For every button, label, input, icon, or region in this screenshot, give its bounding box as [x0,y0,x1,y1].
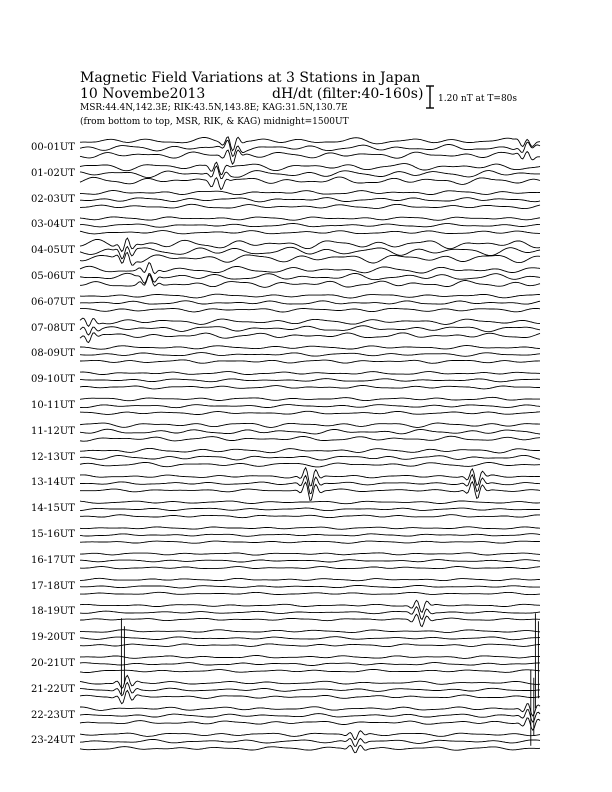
trace-kag-hour-10 [80,397,540,400]
chart-title: Magnetic Field Variations at 3 Stations in Japan [80,70,421,86]
hour-label: 08-09UT [31,348,75,360]
trace-rik-hour-15 [80,534,540,537]
trace-msr-hour-3 [80,231,540,234]
trace-kag-hour-6 [80,294,540,298]
trace-msr-hour-7 [80,333,540,343]
trace-rik-hour-16 [80,560,540,562]
trace-rik-hour-7 [80,326,540,335]
hour-label: 21-22UT [31,683,75,695]
trace-msr-hour-14 [80,515,540,518]
trace-msr-hour-2 [80,204,540,208]
quantity-label: dH/dt (filter:40-160s) [272,86,424,102]
spike-1 [535,613,538,708]
trace-msr-hour-18 [80,614,540,626]
hour-label: 11-12UT [31,425,75,437]
trace-rik-hour-21 [80,683,540,696]
hour-label: 13-14UT [31,477,75,489]
hour-label: 02-03UT [31,193,75,205]
hour-label: 00-01UT [31,142,75,153]
hour-label: 16-17UT [31,554,75,566]
trace-rik-hour-23 [80,739,540,747]
trace-rik-hour-22 [80,710,540,723]
trace-kag-hour-11 [80,423,540,427]
trace-msr-hour-19 [80,644,540,647]
trace-rik-hour-9 [80,379,540,382]
hour-label: 12-13UT [31,451,75,463]
trace-rik-hour-6 [80,301,540,304]
trace-kag-hour-0 [80,137,540,151]
trace-kag-hour-14 [80,501,540,504]
trace-msr-hour-23 [80,745,540,753]
trace-kag-hour-18 [80,600,540,612]
trace-msr-hour-10 [80,411,540,414]
hour-label: 18-19UT [31,606,75,618]
trace-rik-hour-17 [80,586,540,588]
scale-bar-label: 1.20 nT at T=80s [438,94,518,104]
trace-msr-hour-11 [80,436,540,441]
hour-label: 03-04UT [31,219,75,231]
trace-rik-hour-1 [80,166,540,179]
trace-rik-hour-18 [80,607,540,620]
hour-label: 07-08UT [31,322,75,334]
trace-msr-hour-0 [80,150,540,164]
trace-kag-hour-20 [80,656,540,659]
scale-bar [426,86,434,108]
trace-kag-hour-15 [80,527,540,530]
trace-msr-hour-17 [80,592,540,594]
trace-kag-hour-21 [80,675,540,688]
hour-label: 09-10UT [31,374,75,386]
trace-msr-hour-8 [80,360,540,363]
trace-rik-hour-10 [80,405,540,408]
trace-kag-hour-7 [80,318,540,326]
trace-rik-hour-3 [80,224,540,228]
trace-kag-hour-17 [80,578,540,580]
hour-label: 04-05UT [31,245,75,257]
trace-msr-hour-22 [80,718,540,730]
trace-msr-hour-21 [80,690,540,703]
trace-kag-hour-5 [80,263,540,274]
trace-msr-hour-5 [80,275,540,288]
trace-kag-hour-19 [80,630,540,633]
trace-rik-hour-8 [80,353,540,357]
hour-label: 06-07UT [31,296,75,308]
hour-label: 14-15UT [31,503,75,515]
trace-kag-hour-2 [80,191,540,195]
hour-label: 19-20UT [31,632,75,644]
trace-rik-hour-2 [80,198,540,202]
hour-label: 22-23UT [31,709,75,721]
hour-label: 17-18UT [31,580,75,592]
hour-label: 23-24UT [31,735,75,747]
trace-rik-hour-11 [80,429,540,434]
trace-rik-hour-19 [80,637,540,640]
trace-rik-hour-14 [80,508,540,511]
trace-group [80,137,540,753]
trace-kag-hour-22 [80,704,540,716]
hour-label: 10-11UT [31,400,75,411]
trace-kag-hour-16 [80,553,540,555]
hour-label: 20-21UT [31,658,75,669]
trace-msr-hour-12 [80,463,540,467]
hour-label: 15-16UT [31,529,75,540]
trace-msr-hour-9 [80,386,540,389]
spike-2 [531,670,534,746]
trace-kag-hour-12 [80,448,540,453]
trace-kag-hour-23 [80,731,540,740]
trace-rik-hour-12 [80,455,540,460]
trace-msr-hour-6 [80,308,540,312]
hour-label: 01-02UT [31,167,75,179]
trace-msr-hour-16 [80,567,540,569]
stations-label: MSR:44.4N,142.3E; RIK:43.5N,143.8E; KAG:31.5N,130.7E [80,103,348,113]
date-label: 10 Novembe2013 [80,86,206,102]
trace-msr-hour-1 [80,177,540,189]
trace-kag-hour-8 [80,346,540,350]
trace-kag-hour-3 [80,217,540,220]
trace-msr-hour-20 [80,670,540,673]
order-note: (from bottom to top, MSR, RIK, & KAG) midnight=1500UT [80,117,349,127]
trace-kag-hour-9 [80,372,540,375]
hour-label: 05-06UT [31,271,75,282]
trace-rik-hour-20 [80,663,540,666]
trace-msr-hour-15 [80,541,540,543]
